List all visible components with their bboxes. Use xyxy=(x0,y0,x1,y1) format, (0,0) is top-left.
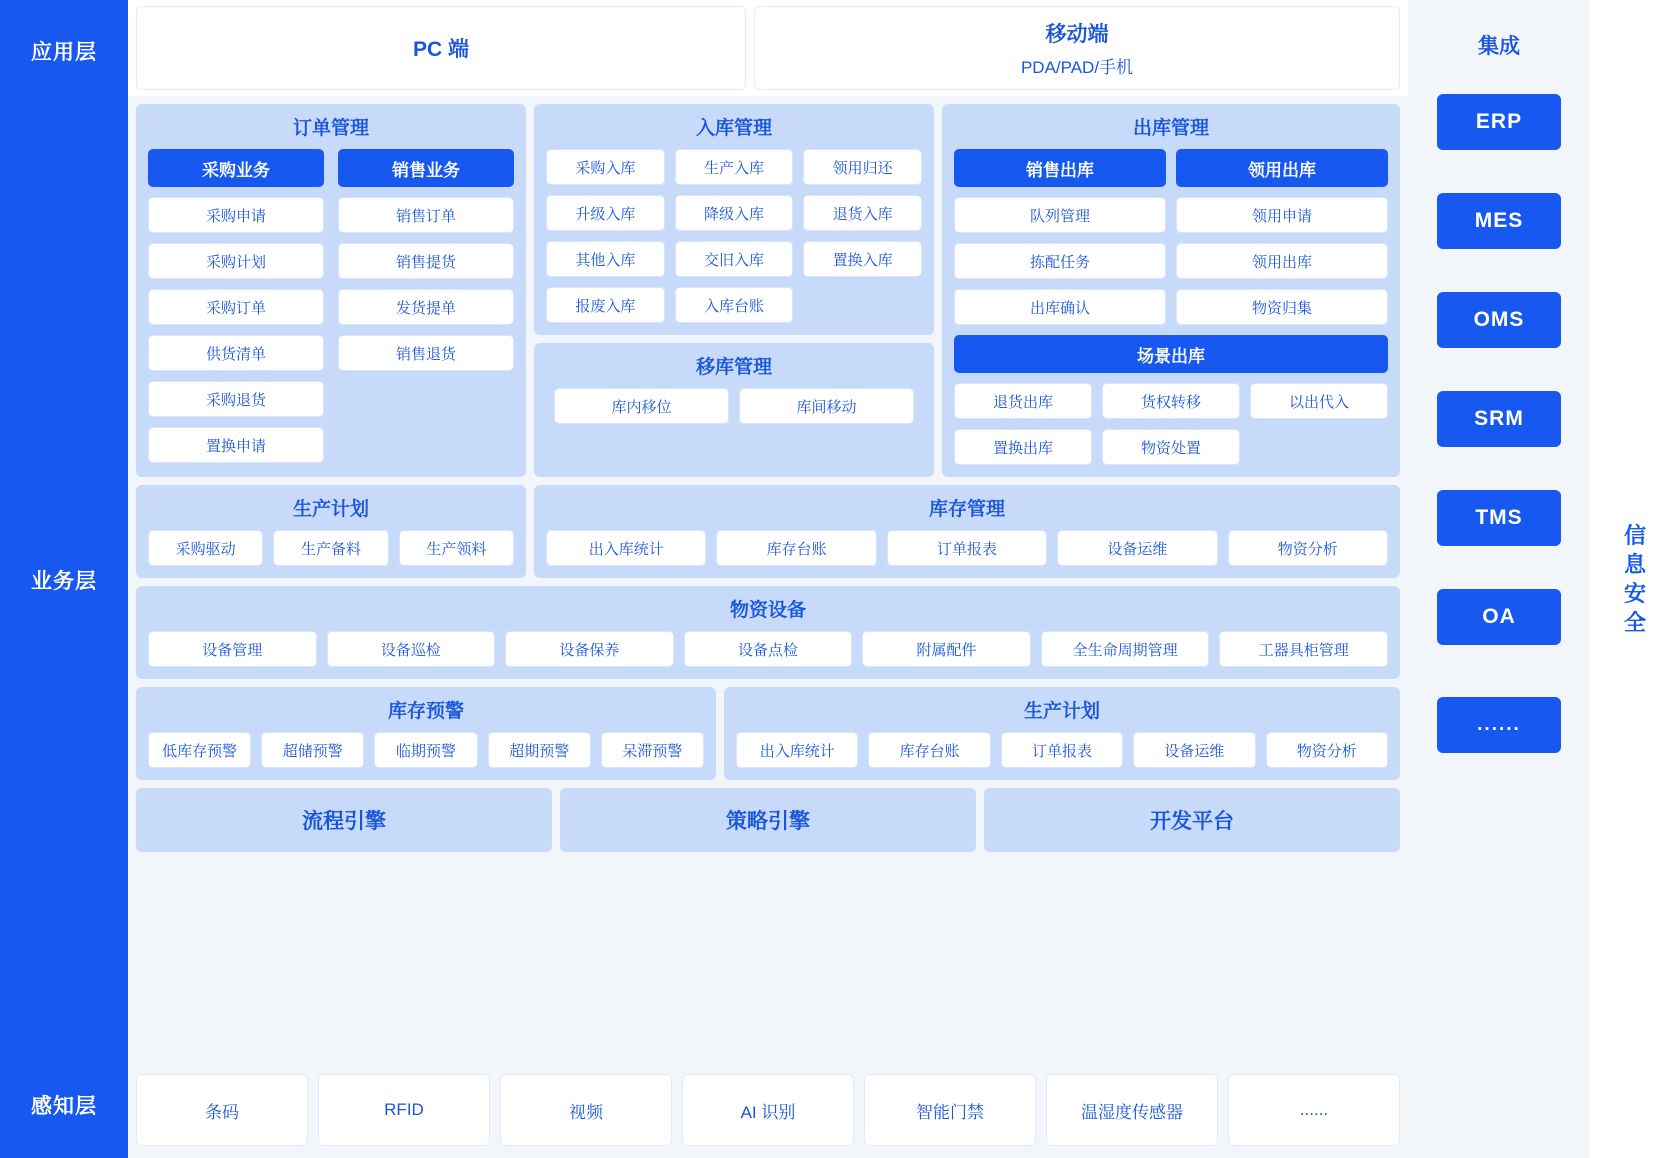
chip-warning-item[interactable]: 超储预警 xyxy=(261,732,364,768)
chip-order-item[interactable]: 采购申请 xyxy=(148,197,324,233)
group-inventory-management xyxy=(534,485,1400,578)
chip-sales-outbound[interactable]: 销售出库 xyxy=(954,149,1166,187)
order-primary-grid xyxy=(148,149,514,187)
integration-item-more[interactable]: ...... xyxy=(1437,697,1561,753)
chip-inventory-item[interactable]: 订单报表 xyxy=(887,530,1047,566)
chip-order-item[interactable]: 置换申请 xyxy=(148,427,324,463)
chip-production-plan2-item[interactable]: 订单报表 xyxy=(1001,732,1123,768)
chip-inventory-item[interactable]: 出入库统计 xyxy=(546,530,706,566)
perception-layer xyxy=(128,1064,1408,1158)
chip-production-plan-item[interactable]: 采购驱动 xyxy=(148,530,263,566)
business-layer xyxy=(128,96,1408,1064)
group-inventory-warning xyxy=(136,687,716,780)
engine-process[interactable]: 流程引擎 xyxy=(136,788,552,852)
chip-perception-barcode[interactable]: 条码 xyxy=(136,1074,308,1146)
application-layer xyxy=(128,0,1408,96)
chip-outbound-item[interactable]: 物资归集 xyxy=(1176,289,1388,325)
integration-item-erp[interactable]: ERP xyxy=(1437,94,1561,150)
group-outbound-title: 出库管理 xyxy=(1132,118,1209,139)
business-row-plan-inventory xyxy=(136,485,1400,578)
chip-equipment-item[interactable]: 设备保养 xyxy=(505,631,674,667)
chip-inbound-item[interactable]: 交旧入库 xyxy=(675,241,794,277)
chip-outbound-item[interactable]: 以出代入 xyxy=(1250,383,1388,419)
production-plan2-grid xyxy=(736,732,1388,768)
security-label: 信息安全 xyxy=(1623,522,1646,636)
chip-equipment-item[interactable]: 工器具柜管理 xyxy=(1219,631,1388,667)
order-items-grid xyxy=(148,197,514,463)
chip-inbound-item[interactable]: 生产入库 xyxy=(675,149,794,185)
integration-item-oa[interactable]: OA xyxy=(1437,589,1561,645)
app-card-mobile-title: 移动端 xyxy=(1045,23,1109,46)
engine-dev-platform[interactable]: 开发平台 xyxy=(984,788,1400,852)
chip-inventory-item[interactable]: 库存台账 xyxy=(716,530,876,566)
chip-inbound-item[interactable]: 置换入库 xyxy=(803,241,922,277)
integration-item-mes[interactable]: MES xyxy=(1437,193,1561,249)
chip-outbound-item[interactable]: 货权转移 xyxy=(1102,383,1240,419)
chip-equipment-item[interactable]: 设备巡检 xyxy=(327,631,496,667)
group-transfer-management xyxy=(534,343,934,477)
chip-order-item[interactable]: 销售提货 xyxy=(338,243,514,279)
chip-order-item[interactable]: 销售退货 xyxy=(338,335,514,371)
group-equipment-title: 物资设备 xyxy=(729,600,806,621)
chip-outbound-item[interactable]: 出库确认 xyxy=(954,289,1166,325)
chip-perception-access-control[interactable]: 智能门禁 xyxy=(864,1074,1036,1146)
chip-equipment-item[interactable]: 设备管理 xyxy=(148,631,317,667)
chip-outbound-item[interactable]: 拣配任务 xyxy=(954,243,1166,279)
layer-label-business: 业务层 xyxy=(31,570,97,593)
chip-outbound-item[interactable]: 领用出库 xyxy=(1176,243,1388,279)
app-card-mobile[interactable] xyxy=(754,6,1400,90)
chip-production-plan-item[interactable]: 生产备料 xyxy=(273,530,388,566)
transfer-items-grid xyxy=(546,388,922,424)
group-warning-title: 库存预警 xyxy=(387,701,464,722)
group-inbound-title: 入库管理 xyxy=(695,118,772,139)
chip-perception-ai[interactable]: AI 识别 xyxy=(682,1074,854,1146)
column-outbound xyxy=(942,104,1400,477)
chip-perception-rfid[interactable]: RFID xyxy=(318,1074,490,1146)
chip-order-item[interactable]: 发货提单 xyxy=(338,289,514,325)
chip-production-plan2-item[interactable]: 设备运维 xyxy=(1133,732,1255,768)
chip-purchase-business[interactable]: 采购业务 xyxy=(148,149,324,187)
chip-production-plan2-item[interactable]: 出入库统计 xyxy=(736,732,858,768)
chip-warning-item[interactable]: 低库存预警 xyxy=(148,732,251,768)
chip-order-item[interactable]: 销售订单 xyxy=(338,197,514,233)
engine-strategy[interactable]: 策略引擎 xyxy=(560,788,976,852)
chip-production-plan-item[interactable]: 生产领料 xyxy=(399,530,514,566)
integration-title: 集成 xyxy=(1478,35,1520,58)
chip-inventory-item[interactable]: 设备运维 xyxy=(1057,530,1217,566)
inventory-grid xyxy=(546,530,1388,566)
outbound-items-grid xyxy=(954,197,1388,325)
chip-inbound-item[interactable]: 报废入库 xyxy=(546,287,665,323)
business-row-warning-plan xyxy=(136,687,1400,780)
layer-label-application: 应用层 xyxy=(31,41,97,64)
integration-rail xyxy=(1408,0,1590,1158)
group-order-management xyxy=(136,104,526,477)
chip-transfer-item[interactable]: 库内移位 xyxy=(554,388,729,424)
chip-perception-video[interactable]: 视频 xyxy=(500,1074,672,1146)
chip-sales-business[interactable]: 销售业务 xyxy=(338,149,514,187)
chip-inventory-item[interactable]: 物资分析 xyxy=(1228,530,1388,566)
chip-inbound-item[interactable]: 领用归还 xyxy=(803,149,922,185)
integration-item-tms[interactable]: TMS xyxy=(1437,490,1561,546)
chip-inbound-item[interactable]: 升级入库 xyxy=(546,195,665,231)
chip-equipment-item[interactable]: 设备点检 xyxy=(684,631,853,667)
app-card-pc[interactable] xyxy=(136,6,746,90)
column-order xyxy=(136,104,526,477)
chip-equipment-item[interactable]: 全生命周期管理 xyxy=(1041,631,1210,667)
business-top-row xyxy=(136,104,1400,477)
chip-outbound-item[interactable]: 置换出库 xyxy=(954,429,1092,465)
layer-label-perception: 感知层 xyxy=(31,1095,97,1118)
group-production-plan xyxy=(136,485,526,578)
group-production-plan-secondary xyxy=(724,687,1400,780)
center-column xyxy=(128,0,1408,1158)
security-rail xyxy=(1590,0,1680,1158)
chip-inbound-item[interactable]: 入库台账 xyxy=(675,287,794,323)
engine-row xyxy=(136,788,1400,852)
inbound-items-grid xyxy=(546,149,922,323)
chip-inbound-item[interactable]: 降级入库 xyxy=(675,195,794,231)
chip-perception-temp-humidity-sensor[interactable]: 温湿度传感器 xyxy=(1046,1074,1218,1146)
chip-equipment-item[interactable]: 附属配件 xyxy=(862,631,1031,667)
group-inbound-management xyxy=(534,104,934,335)
app-card-mobile-subtitle: PDA/PAD/手机 xyxy=(1020,58,1134,77)
integration-item-srm[interactable]: SRM xyxy=(1437,391,1561,447)
chip-order-item[interactable]: 采购计划 xyxy=(148,243,324,279)
group-production-plan-title: 生产计划 xyxy=(292,499,369,520)
chip-warning-item[interactable]: 超期预警 xyxy=(488,732,591,768)
layer-rail xyxy=(0,0,128,1158)
chip-warning-item[interactable]: 临期预警 xyxy=(374,732,477,768)
chip-warning-item[interactable]: 呆滞预警 xyxy=(601,732,704,768)
group-order-title: 订单管理 xyxy=(292,118,369,139)
chip-inbound-item[interactable]: 其他入库 xyxy=(546,241,665,277)
outbound-bottom-grid xyxy=(954,383,1388,465)
chip-perception-more[interactable]: ...... xyxy=(1228,1074,1400,1146)
group-inventory-title: 库存管理 xyxy=(928,499,1005,520)
chip-order-item[interactable]: 采购订单 xyxy=(148,289,324,325)
chip-outbound-item[interactable]: 退货出库 xyxy=(954,383,1092,419)
production-plan-grid xyxy=(148,530,514,566)
chip-scenario-outbound[interactable]: 场景出库 xyxy=(954,335,1388,373)
equipment-grid xyxy=(148,631,1388,667)
integration-item-oms[interactable]: OMS xyxy=(1437,292,1561,348)
chip-requisition-outbound[interactable]: 领用出库 xyxy=(1176,149,1388,187)
chip-transfer-item[interactable]: 库间移动 xyxy=(739,388,914,424)
chip-outbound-item[interactable]: 队列管理 xyxy=(954,197,1166,233)
group-transfer-title: 移库管理 xyxy=(695,357,772,378)
app-card-pc-title: PC 端 xyxy=(412,38,469,61)
chip-inbound-item[interactable]: 采购入库 xyxy=(546,149,665,185)
chip-outbound-item[interactable]: 领用申请 xyxy=(1176,197,1388,233)
chip-order-item[interactable]: 采购退货 xyxy=(148,381,324,417)
chip-production-plan2-item[interactable]: 库存台账 xyxy=(868,732,990,768)
group-production-plan2-title: 生产计划 xyxy=(1023,701,1100,722)
chip-outbound-item[interactable]: 物资处置 xyxy=(1102,429,1240,465)
warning-grid xyxy=(148,732,704,768)
chip-inbound-item[interactable]: 退货入库 xyxy=(803,195,922,231)
outbound-primary-grid xyxy=(954,149,1388,187)
chip-order-item[interactable]: 供货清单 xyxy=(148,335,324,371)
group-equipment xyxy=(136,586,1400,679)
chip-production-plan2-item[interactable]: 物资分析 xyxy=(1266,732,1388,768)
column-inbound xyxy=(534,104,934,477)
group-outbound-management xyxy=(942,104,1400,477)
